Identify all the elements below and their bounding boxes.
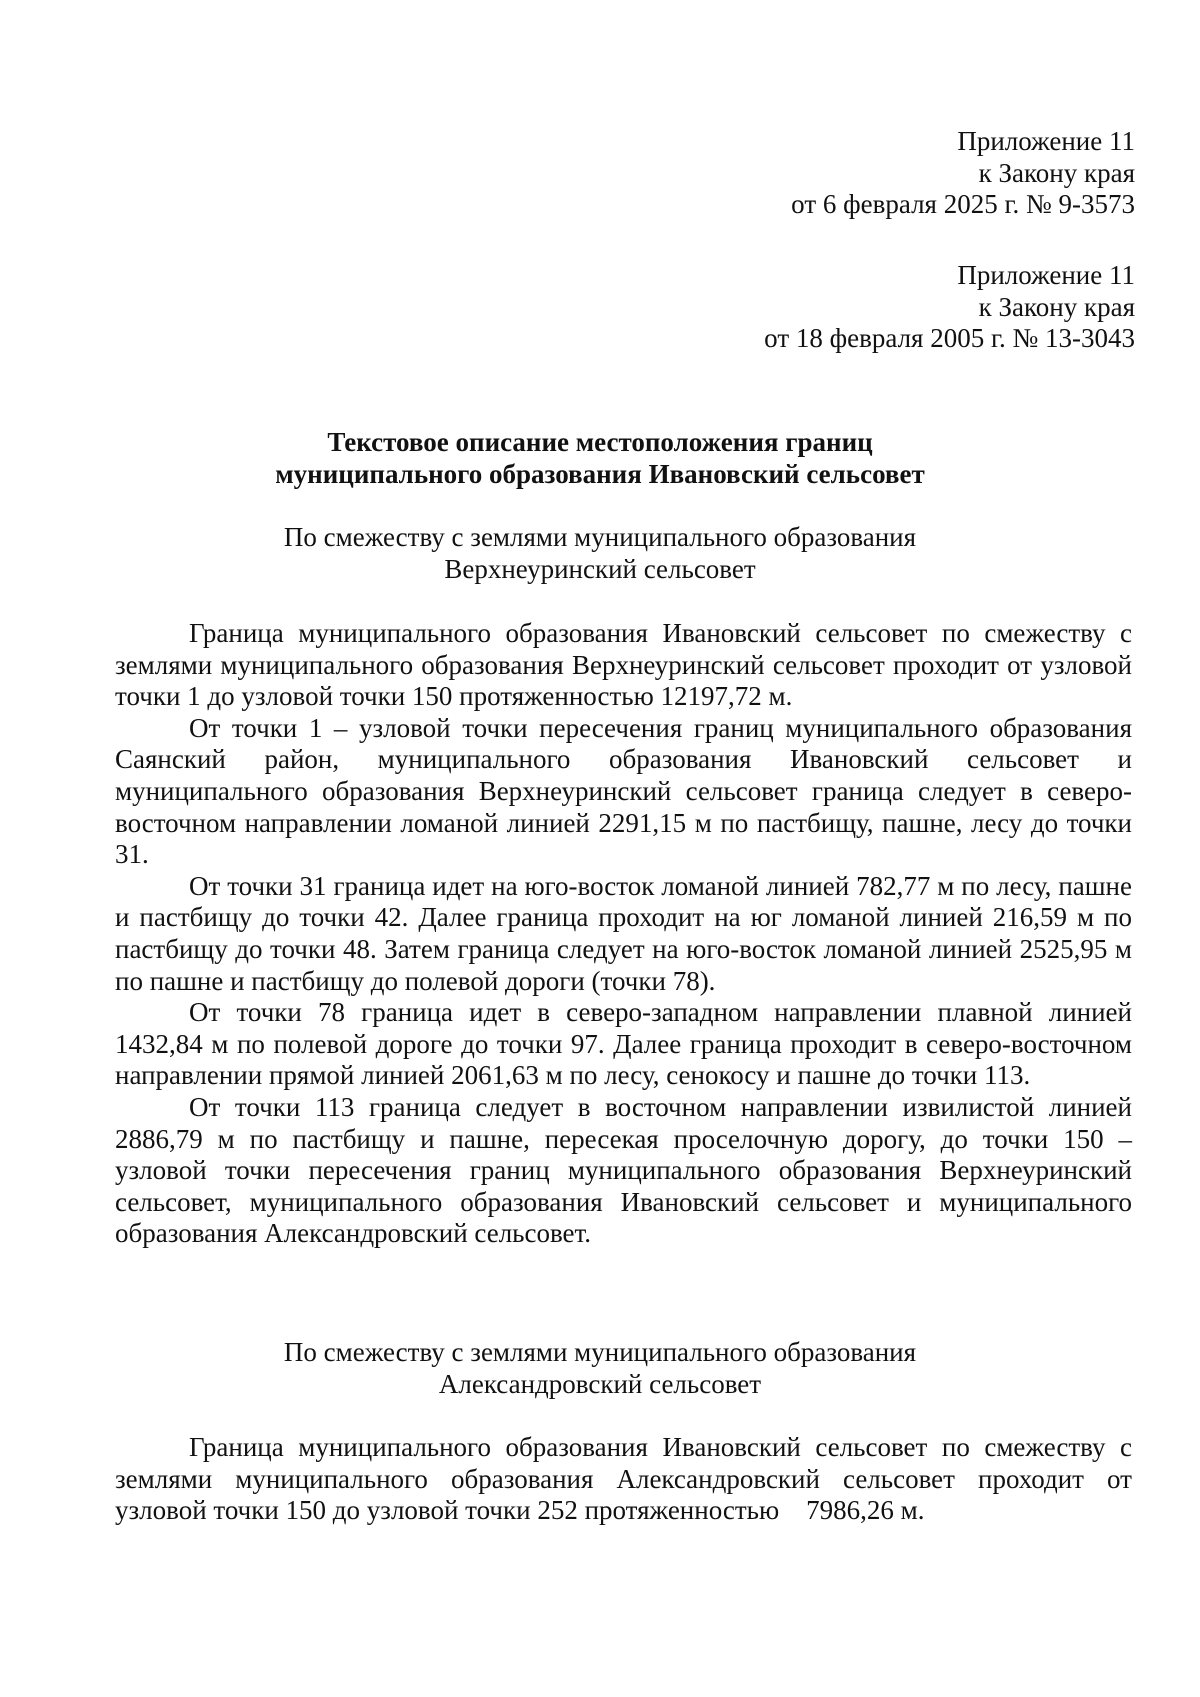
section-heading-verkhneurinsky (0, 522, 1200, 585)
appendix-header-current (535, 126, 1135, 221)
paragraph: От точки 1 – узловой точки пересечения границ муниципального образования Саянский район, муниципального образования Ивановский сельсовет и муниципального образования Верхнеуринский сельсовет граница следует в северо-восточном направлении ломаной линией 2291,15 м по пастбищу, пашне, лесу до точки 31. (115, 712, 1132, 870)
appendix-label: Приложение 11 (957, 260, 1135, 290)
appendix-label: Приложение 11 (957, 126, 1135, 156)
appendix-law-date: от 6 февраля 2025 г. № 9-3573 (791, 189, 1135, 219)
paragraph: От точки 31 граница идет на юго-восток ломаной линией 782,77 м по лесу, пашне и пастбищу до точки 42. Далее граница проходит на юг ломаной линией 216,59 м по пастбищу до точки 48. Затем граница следует на юго-восток ломаной линией 2525,95 м по пашне и пастбищу до полевой дороги (точки 78). (115, 870, 1132, 996)
section-heading-line-2: Александровский сельсовет (438, 1368, 762, 1399)
appendix-header-original (535, 260, 1135, 355)
title-line-2: муниципального образования Ивановский сельсовет (275, 458, 925, 489)
paragraph: Граница муниципального образования Ивановский сельсовет по смежеству с землями муниципального образования Александровский сельсовет проходит от узловой точки 150 до узловой точки 252 протяженностью 7986,26 м. (115, 1432, 1139, 1526)
paragraph: От точки 78 граница идет в северо-западном направлении плавной линией 1432,84 м по полевой дороге до точки 97. Далее граница проходит в северо-восточном направлении прямой линией 2061,63 м по лесу, сенокосу и пашне до точки 113. (115, 997, 1132, 1091)
section-heading-line-2: Верхнеуринский сельсовет (444, 553, 756, 584)
appendix-law-ref: к Закону края (978, 291, 1135, 322)
appendix-law-ref: к Закону края (978, 157, 1135, 188)
title-line-1: Текстовое описание местоположения границ (327, 427, 873, 457)
paragraph: Граница муниципального образования Ивановский сельсовет по смежеству с землями муниципального образования Верхнеуринский сельсовет проходит от узловой точки 1 до узловой точки 150 протяженностью 12197,72 м. (115, 618, 1132, 712)
document-title (0, 427, 1200, 490)
appendix-law-date: от 18 февраля 2005 г. № 13-3043 (764, 323, 1135, 353)
section-heading-line-1: По смежеству с землями муниципального образования (283, 522, 917, 552)
paragraph: От точки 113 граница следует в восточном направлении извилистой линией 2886,79 м по пастбищу и пашне, пересекая проселочную дорогу, до точки 150 – узловой точки пересечения границ муниципального образования Верхнеуринский сельсовет, муниципального образования Ивановский сельсовет и муниципального образования Александровский сельсовет. (115, 1091, 1132, 1249)
section-body-verkhneurinsky (115, 618, 1132, 1250)
section-heading-line-1: По смежеству с землями муниципального образования (283, 1337, 917, 1367)
section-body-aleksandrovsky (115, 1432, 1139, 1527)
section-heading-aleksandrovsky (0, 1337, 1200, 1400)
